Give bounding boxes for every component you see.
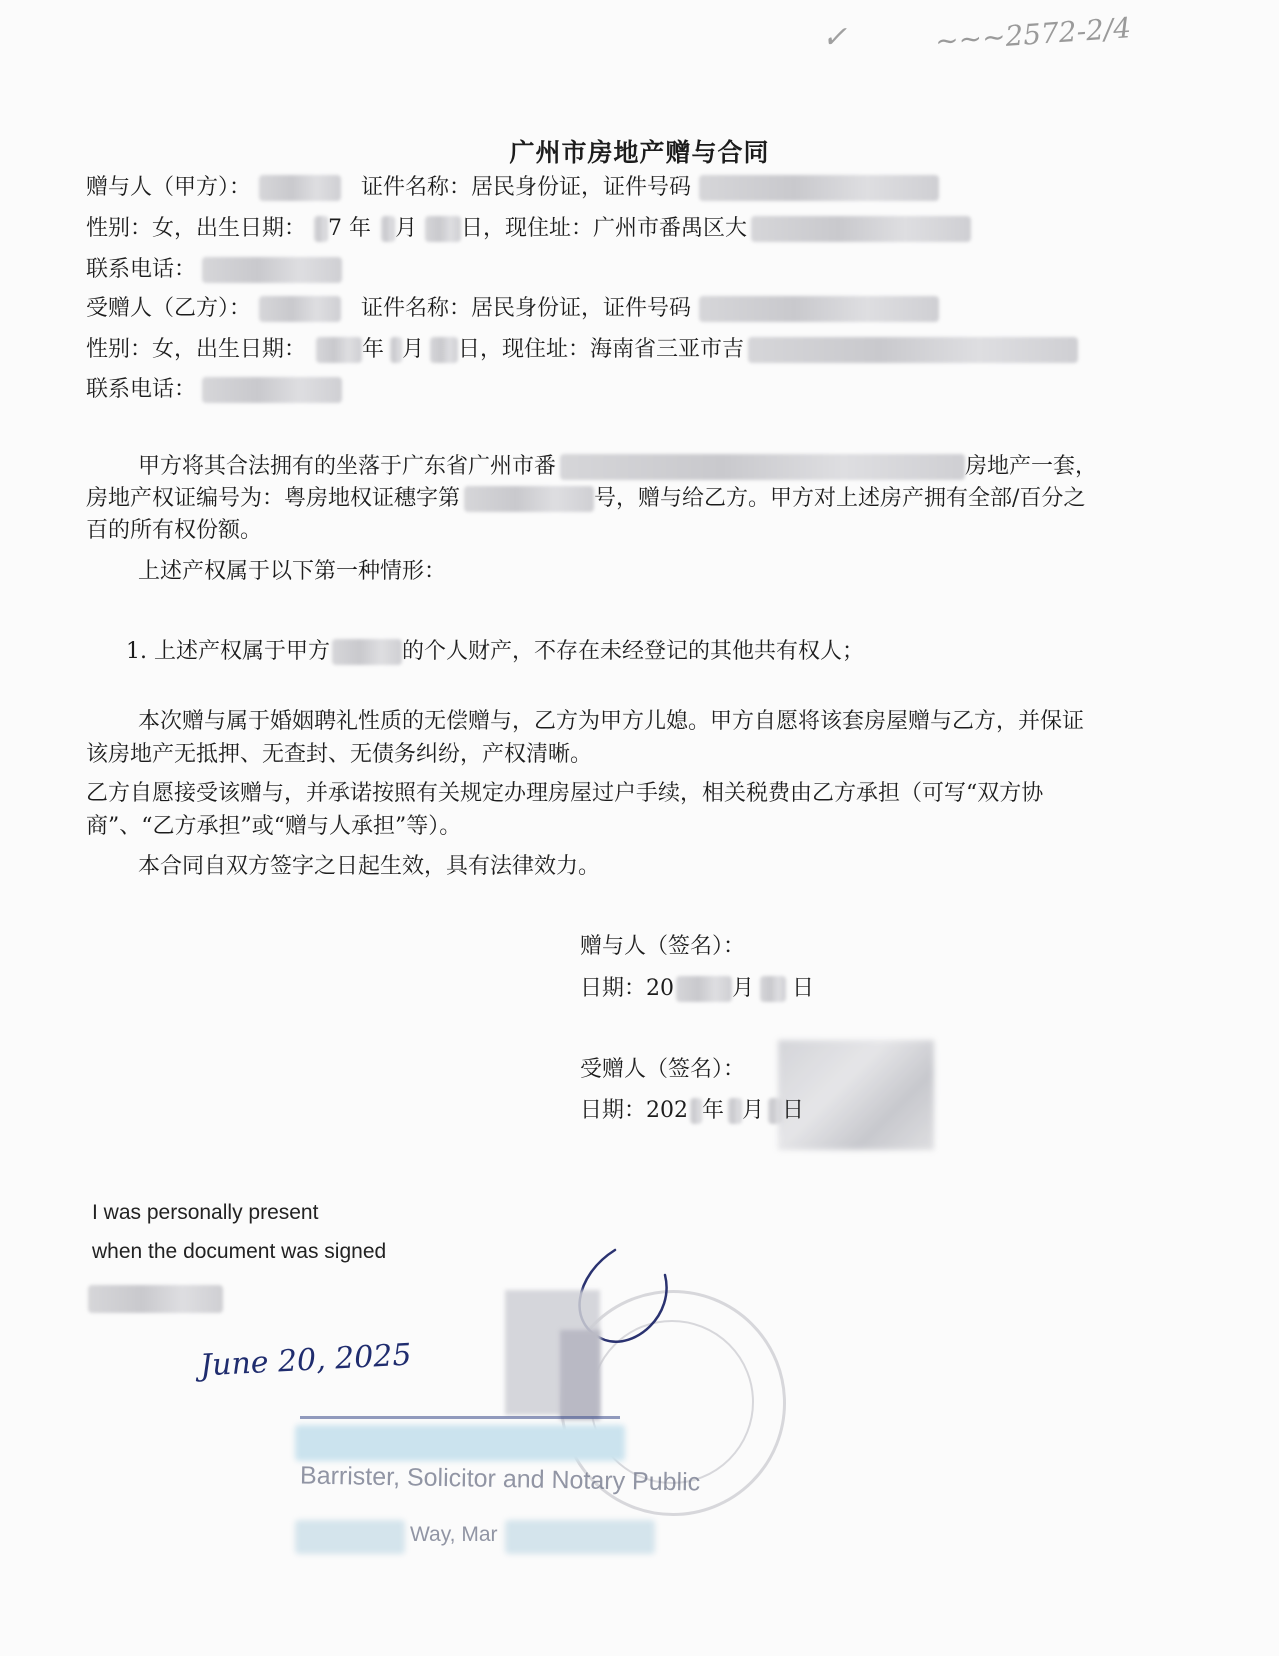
redaction (259, 175, 341, 201)
redaction (560, 454, 965, 480)
paragraph-1-line-3 (86, 516, 262, 546)
donee-signature-redaction (778, 1040, 934, 1150)
redaction (768, 1098, 782, 1124)
paragraph-3-line-2: 该房地产无抵押、无查封、无债务纠纷，产权清晰。 (86, 742, 593, 767)
notary-title-stamp: Barrister, Solicitor and Notary Public (299, 1461, 701, 1497)
donor-month: 月 (395, 216, 418, 241)
donee-id-text: 证件名称：居民身份证，证件号码 (361, 296, 692, 321)
item1-text-a: 1. 上述产权属于甲方 (126, 639, 330, 664)
donee-day-address: 日，现住址：海南省三亚市吉 (458, 337, 745, 362)
paragraph-4-line-2: 商”、“乙方承担”或“赠与人承担”等）。 (86, 814, 462, 839)
donee-date-prefix: 日期：202 (580, 1098, 688, 1123)
redaction (314, 216, 328, 242)
donor-date-prefix: 日期：20 (580, 976, 674, 1001)
paragraph-5: 本合同自双方签字之日起生效，具有法律效力。 (138, 854, 601, 879)
donor-birth-line (86, 214, 971, 244)
donee-id-line (86, 294, 939, 324)
notary-statement-line-2: when the document was signed (92, 1240, 387, 1263)
donee-phone-line (86, 375, 342, 405)
notary-address-redaction (505, 1520, 655, 1554)
donor-phone-label: 联系电话： (86, 257, 197, 282)
donee-date-day: 日 (782, 1098, 805, 1123)
signature-redaction-block (560, 1330, 600, 1420)
donee-gender-birth: 性别：女，出生日期： (86, 337, 307, 362)
redaction (699, 296, 939, 322)
paragraph-2: 上述产权属于以下第一种情形： (138, 559, 447, 584)
notary-line (300, 1416, 620, 1419)
donor-gender-birth: 性别：女，出生日期： (86, 216, 307, 241)
redaction (690, 1098, 702, 1124)
donee-phone-label: 联系电话： (86, 377, 197, 402)
redaction (748, 337, 1078, 363)
notary-address-redaction (295, 1520, 405, 1554)
p1-text-d: 号，赠与给乙方。甲方对上述房产拥有全部/百分之 (594, 486, 1086, 511)
redaction (316, 337, 362, 363)
check-mark: ✓ (822, 20, 848, 55)
redaction (699, 175, 939, 201)
contract-title: 广州市房地产赠与合同 (509, 138, 770, 167)
paragraph-4-line-1: 乙方自愿接受该赠与，并承诺按照有关规定办理房屋过户手续，相关税费由乙方承担（可写“双方协 (86, 781, 1044, 806)
donor-date-day: 日 (792, 976, 815, 1001)
p1-text-b: 房地产一套， (965, 454, 1098, 479)
redaction (381, 216, 395, 242)
notary-statement-line-1: I was personally present (92, 1201, 319, 1224)
donee-label: 受赠人（乙方）： (86, 296, 252, 321)
redaction (430, 337, 458, 363)
donor-day-address: 日，现住址：广州市番禺区大 (461, 216, 748, 241)
handwritten-reference: ~~~2572-2/4 (934, 11, 1133, 58)
donor-id-line (86, 173, 939, 203)
notary-address-stamp: Way, Mar (410, 1523, 498, 1546)
donor-date-month: 月 (732, 976, 755, 1001)
redaction (751, 216, 971, 242)
p1-text-a: 甲方将其合法拥有的坐落于广东省广州市番 (138, 454, 557, 479)
redaction (728, 1098, 742, 1124)
notary-name-redaction (88, 1285, 223, 1313)
p1-text-c: 房地产权证编号为：粤房地权证穗字第 (86, 486, 461, 511)
redaction (676, 976, 732, 1002)
list-item-1 (126, 637, 864, 667)
redaction (760, 976, 786, 1002)
p1-text-e: 百的所有权份额。 (86, 518, 263, 543)
donor-signature-label: 赠与人（签名）： (580, 934, 746, 959)
donee-birth-line (86, 335, 1078, 365)
redaction (464, 486, 594, 512)
donee-month: 月 (402, 337, 425, 362)
donor-date-line (580, 974, 814, 1004)
paragraph-1-line-1 (138, 452, 1097, 482)
donee-year: 年 (362, 337, 385, 362)
donee-date-line (580, 1096, 804, 1126)
redaction (202, 257, 342, 283)
redaction (390, 337, 402, 363)
donee-date-month: 月 (742, 1098, 765, 1123)
notary-name-stamp-redaction (295, 1425, 625, 1461)
donee-date-year: 年 (702, 1098, 725, 1123)
donor-id-text: 证件名称：居民身份证，证件号码 (361, 175, 692, 200)
redaction (202, 377, 342, 403)
redaction (425, 216, 461, 242)
paragraph-1-line-2 (86, 484, 1085, 514)
paragraph-3-line-1: 本次赠与属于婚姻聘礼性质的无偿赠与，乙方为甲方儿媳。甲方自愿将该套房屋赠与乙方，并保证 (138, 709, 1085, 734)
redaction (259, 296, 341, 322)
donor-year: 7 年 (328, 216, 372, 241)
handwritten-date: June 20, 2025 (199, 1337, 413, 1384)
donor-phone-line (86, 255, 342, 285)
item1-text-b: 的个人财产，不存在未经登记的其他共有权人； (401, 639, 864, 664)
donor-label: 赠与人（甲方）： (86, 175, 252, 200)
redaction (332, 639, 402, 665)
donee-signature-label: 受赠人（签名）： (580, 1057, 746, 1082)
